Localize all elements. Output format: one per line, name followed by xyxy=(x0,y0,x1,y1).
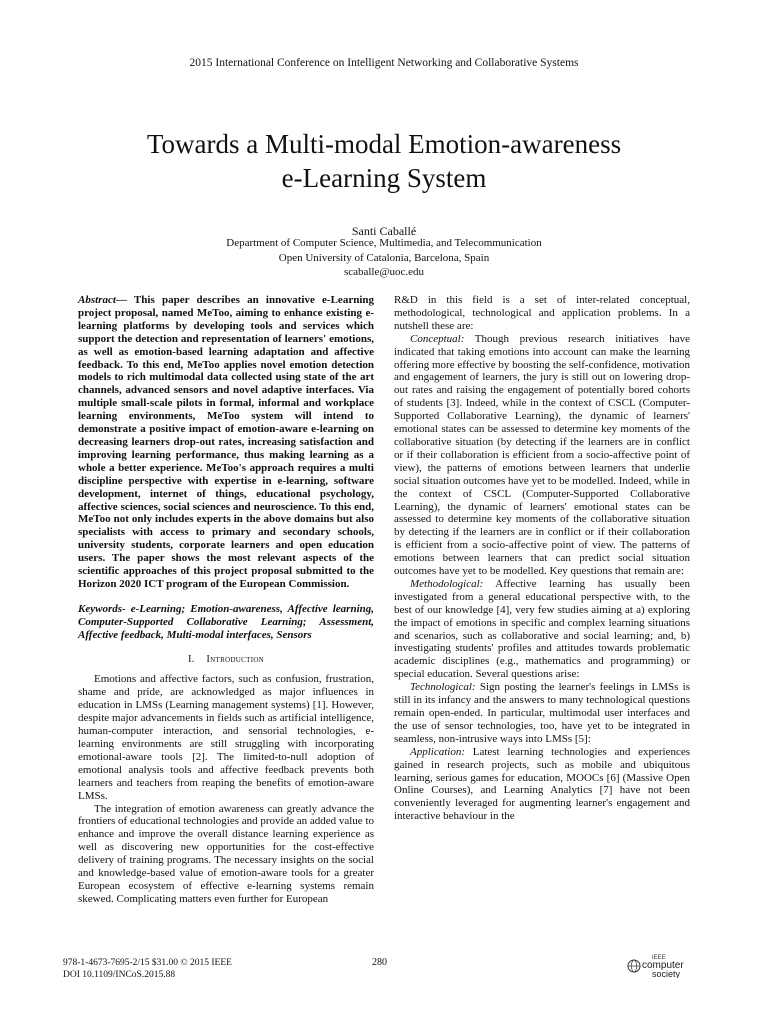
affiliation-department: Department of Computer Science, Multimedia, and Telecommunication xyxy=(226,237,542,249)
footer-isbn: 978-1-4673-7695-2/15 $31.00 © 2015 IEEE xyxy=(63,958,232,968)
section-title: Introduction xyxy=(206,653,265,665)
methodological-text: Affective learning has usually been investigated from a general educational perspective with, to the best of our knowledge [4], very few studies aiming at a) exploring the impact of emotions in specific and complex learning situations and scenarios, such as collaborative and social learning; and, b) investigating students' profiles and attitudes towards problematic academic disciplines (e.g., mathematics and programming) or special education. Several questions arise: xyxy=(394,577,690,681)
right-column xyxy=(394,294,690,823)
keywords: Keywords- e-Learning; Emotion-awareness, Affective learning, Computer-Supported Collaborative Learning; Assessment, Affective feedback, Multi-modal interfaces, Sensors xyxy=(78,602,374,641)
abstract-label: Abstract— xyxy=(78,294,127,306)
technological-label: Technological: xyxy=(410,681,476,694)
affiliation xyxy=(0,236,768,280)
title-line-2: e-Learning System xyxy=(281,163,487,193)
logo-society-text: society xyxy=(652,969,681,978)
application-text: Latest learning technologies and experiences gained in research projects, such as mobile and ubiquitous learning, serious games for education, MOOCs [6] (Massive Open Online Courses), and Learning Analytics [7] have not been conveniently leveraged for augmenting learner's engagement and interactive behaviour in the xyxy=(394,745,690,823)
conference-header: 2015 International Conference on Intelligent Networking and Collaborative Systems xyxy=(189,57,579,69)
affiliation-university: Open University of Catalonia, Barcelona, Spain xyxy=(278,251,490,264)
title-line-1: Towards a Multi-modal Emotion-awareness xyxy=(146,129,622,159)
technological-paragraph xyxy=(394,681,690,746)
application-paragraph xyxy=(394,746,690,823)
left-column xyxy=(78,294,374,906)
logo-computer-text: computer xyxy=(642,960,684,971)
author-name: Santi Caballé xyxy=(351,224,417,238)
footer-doi: DOI 10.1109/INCoS.2015.88 xyxy=(63,970,176,980)
methodological-label: Methodological: xyxy=(410,577,484,590)
intro-paragraph-2: The integration of emotion awareness can greatly advance the frontiers of educational technologies and provide an added value to enhance and improve the overall distance learning experience as well as discovering new opportunities for the cost-effective delivery of training programs. The necessary insights on the social and knowledge-based value of emotion-aware tools for a greater European ecosystem of effective e-learning systems remain skewed. Complicating matters even further for European xyxy=(78,802,374,905)
methodological-paragraph xyxy=(394,578,690,681)
conceptual-paragraph xyxy=(394,333,690,578)
application-label: Application: xyxy=(410,745,465,758)
conceptual-text: Though previous research initiatives have indicated that taking emotions into account can make the learning offering more effective by boosting the self-confidence, motivation and engagement of learners, the jury is still out on lowering drop-out rates and raising the engagement of potentially bored cohorts of students [3]. Indeed, while in the context of CSCL (Computer-Supported Collaborative Learning), the dynamic of learners' emotional states can be assessed to determine key moments of the collaborative situation (by detecting if the learners are in conflict or if their collaboration is efficient from a socio-affective point of view), the patterns of emotions between learners that underlie social situation outcomes have yet to be modelled. Indeed, while in the context of CSCL (Computer-Supported Collaborative Learning), the dynamic of learners' emotional states can be assessed to determine key moments of the collaborative situation by detecting if the learners are in conflict or if their collaboration is efficient from a socio-affective point of view. The patterns of emotions between learners that can predict social situation outcomes have yet to be modelled. Key questions that remain are: xyxy=(394,332,690,578)
technological-text: Sign posting the learner's feelings in LMSs is still in its infancy and the answers to many technological questions remain open-ended. In particular, multimodal user interfaces and the use of sensor technologies, too, have yet to be integrated in seamless, non-intrusive ways into LMSs [5]: xyxy=(394,681,690,745)
abstract-text: This paper describes an innovative e-Learning project proposal, named MeToo, aiming to enhance existing e-learning platforms by developing tools and services which support the detection and representation of learners' emotions, as well as emotion-based learning adaptation and affective feedback. To this end, MeToo applies novel emotion detection models to rich multimodal data collected using state of the art channels, advanced sensors and novel adaptive interfaces. Via multiple small-scale pilots in formal, informal and workplace learning environments, MeToo system will intend to demonstrate a positive impact of emotion-aware e-learning on decreasing learners drop-out rates, increasing satisfaction and improving learning performance, thus making learning as a whole a better experience. MeToo's approach requires a multi discipline perspective with expertise in e-learning, software development, internet of things, educational psychology, affective sciences, social sciences and neuroscience. To this end, MeToo not only includes experts in the above domains but also specialists with access to primary and secondary schools, university students, corporate learners and open education users. The paper shows the most relevant aspects of the scientific approaches of this project proposal submitted to the Horizon 2020 ICT program of the European Commission. xyxy=(78,294,374,590)
conceptual-label: Conceptual: xyxy=(410,332,465,345)
author-email: scaballe@uoc.edu xyxy=(343,266,425,278)
ieee-computer-society-logo xyxy=(626,952,706,978)
abstract xyxy=(78,294,374,591)
paper-title xyxy=(80,127,688,195)
section-number: I. xyxy=(187,653,195,665)
section-heading xyxy=(78,654,374,667)
footer-copyright xyxy=(63,957,232,981)
page-number: 280 xyxy=(372,957,387,968)
rd-intro-paragraph: R&D in this field is a set of inter-related conceptual, methodological, technological and application problems. In a nutshell these are: xyxy=(394,294,690,332)
intro-paragraph-1: Emotions and affective factors, such as confusion, frustration, shame and pride, are acknowledged as major influences in education in LMSs (Learning management systems) [1]. However, despite major advancements in fields such as artificial intelligence, human-computer interaction, and sensorial technologies, e-learning environments are still struggling with incorporating emotional-aware tools [2]. The limited-to-null adoption of emotional analysis tools and affective feedback prevents both learners and teachers from reaping the benefits of emotion-aware LMSs. xyxy=(78,673,374,802)
logo-globe-icon xyxy=(628,960,640,972)
logo-ieee-text: IEEE xyxy=(652,955,666,961)
